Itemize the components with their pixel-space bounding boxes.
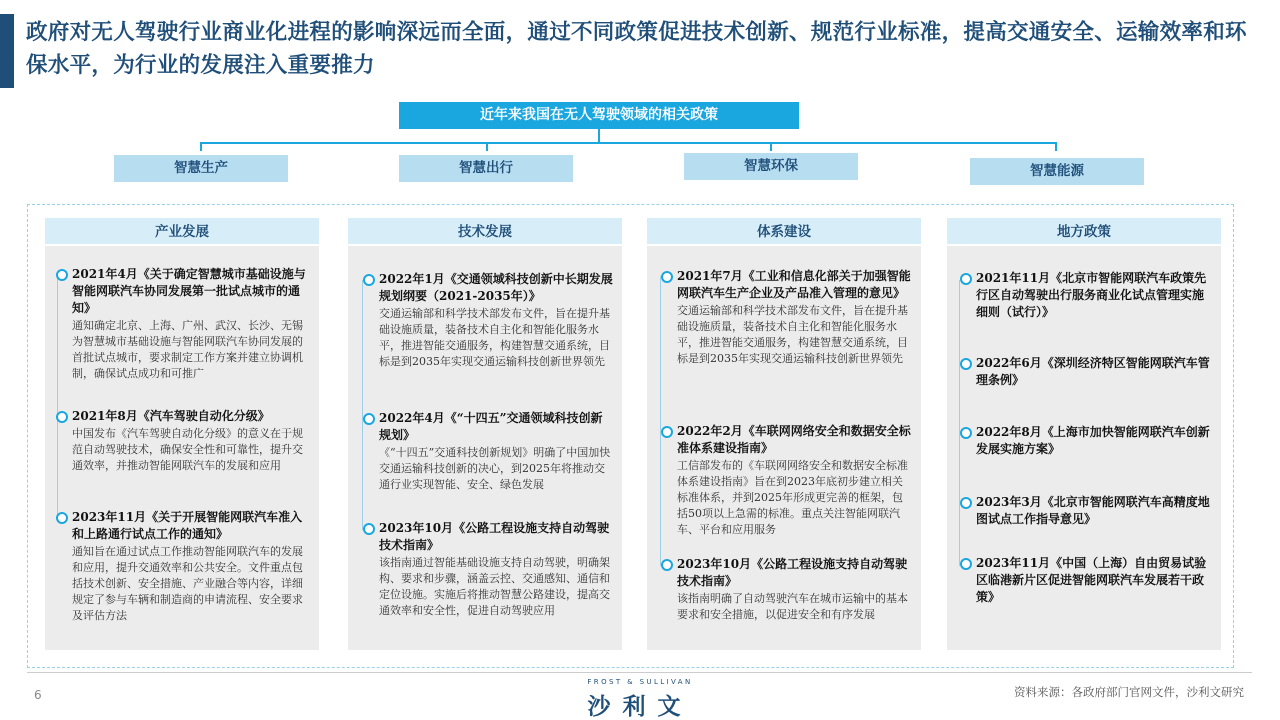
policy-description: 该指南通过智能基础设施支持自动驾驶，明确架构、要求和步骤，涵盖云控、交通感知、通信和定位设施。实施后将推动智慧公路建设，提高交通效率和安全性，促进自动驾驶应用 <box>379 556 610 617</box>
panel-local-policy <box>947 218 1221 650</box>
timeline-dot-icon <box>661 426 673 438</box>
policy-entry <box>72 509 306 624</box>
panel-header: 体系建设 <box>647 218 921 246</box>
policy-entry <box>379 410 613 493</box>
source-note: 资料来源：各政府部门官网文件，沙利文研究 <box>1014 685 1244 699</box>
policy-description: 交通运输部和科学技术部发布文件，旨在提升基础设施质量，装备技术自主化和智能化服务水平，推进智能交通服务，构建智慧交通系统，目标是到2035年实现交通运输科技创新世界领先 <box>379 307 610 368</box>
policy-title: 2023年11月《中国（上海）自由贸易试验区临港新片区促进智能网联汽车发展若干政策》 <box>976 556 1207 604</box>
policy-entry <box>677 423 911 538</box>
timeline-dot-icon <box>960 497 972 509</box>
policy-title: 2022年4月《“十四五”交通领域科技创新规划》 <box>379 411 603 442</box>
connector-drop-1 <box>200 142 202 151</box>
timeline-dot-icon <box>661 271 673 283</box>
policy-entry <box>976 424 1210 458</box>
policy-description: 该指南明确了自动驾驶汽车在城市运输中的基本要求和安全措施，以促进安全和有序发展 <box>677 592 908 621</box>
policy-description: 交通运输部和科学技术部发布文件，旨在提升基础设施质量，装备技术自主化和智能化服务水平，推进智能交通服务，构建智慧交通系统，目标是到2035年实现交通运输科技创新世界领先 <box>677 304 908 365</box>
category-smart-production: 智慧生产 <box>114 155 288 182</box>
policy-title: 2021年7月《工业和信息化部关于加强智能网联汽车生产企业及产品准入管理的意见》 <box>677 269 911 300</box>
timeline-dot-icon <box>960 273 972 285</box>
timeline-dot-icon <box>56 512 68 524</box>
timeline-dot-icon <box>960 358 972 370</box>
policy-title: 2023年3月《北京市智能网联汽车高精度地图试点工作指导意见》 <box>976 495 1210 526</box>
timeline-line <box>362 280 363 530</box>
category-smart-environment: 智慧环保 <box>684 153 858 180</box>
panel-system-building <box>647 218 921 650</box>
timeline-line <box>660 276 661 566</box>
timeline-line <box>959 280 960 566</box>
policy-entry <box>976 355 1210 389</box>
policy-title: 2022年2月《车联网网络安全和数据安全标准体系建设指南》 <box>677 424 911 455</box>
connector-stem <box>598 129 600 143</box>
logo-english: FROST & SULLIVAN <box>587 678 693 686</box>
logo-chinese: 沙利文 <box>587 694 693 720</box>
policy-description: 通知确定北京、上海、广州、武汉、长沙、无锡为智慧城市基础设施与智能网联汽车协同发展的首批试点城市，要求制定工作方案并建立协调机制，确保试点成功和可推广 <box>72 319 303 380</box>
timeline-dot-icon <box>363 274 375 286</box>
panel-technology-development <box>348 218 622 650</box>
policy-entry <box>976 270 1210 321</box>
policy-entry <box>72 408 306 474</box>
policy-entry <box>677 556 911 623</box>
policy-description: 通知旨在通过试点工作推动智能网联汽车的发展和应用，提升交通效率和公共安全。文件重点包括技术创新、安全措施、产业融合等内容，详细规定了参与车辆和制造商的申请流程、安全要求及评估方法 <box>72 545 303 622</box>
footer-divider <box>27 672 1252 673</box>
policy-title: 2021年8月《汽车驾驶自动化分级》 <box>72 409 270 423</box>
category-smart-mobility: 智慧出行 <box>399 155 573 182</box>
panel-header: 地方政策 <box>947 218 1221 246</box>
timeline-dot-icon <box>960 558 972 570</box>
policy-root-box: 近年来我国在无人驾驶领域的相关政策 <box>399 102 799 129</box>
category-smart-energy: 智慧能源 <box>970 158 1144 185</box>
timeline-dot-icon <box>56 269 68 281</box>
timeline-dot-icon <box>661 559 673 571</box>
connector-drop-2 <box>486 142 488 151</box>
connector-horizontal <box>200 142 1057 144</box>
policy-title: 2021年11月《北京市智能网联汽车政策先行区自动驾驶出行服务商业化试点管理实施细则（试行）》 <box>976 271 1207 319</box>
timeline-dot-icon <box>56 411 68 423</box>
panel-industry-development <box>45 218 319 650</box>
policy-description: 《“十四五”交通科技创新规划》明确了中国加快交通运输科技创新的决心，到2025年将推动交通行业实现智能、安全、绿色发展 <box>379 446 611 491</box>
policy-title: 2023年10月《公路工程设施支持自动驾驶技术指南》 <box>677 557 908 588</box>
timeline-line <box>57 276 58 516</box>
policy-entry <box>379 520 613 619</box>
policy-title: 2023年10月《公路工程设施支持自动驾驶技术指南》 <box>379 521 610 552</box>
title-accent-bar <box>0 14 14 88</box>
policy-title: 2021年4月《关于确定智慧城市基础设施与智能网联汽车协同发展第一批试点城市的通知》 <box>72 267 306 315</box>
policy-title: 2022年1月《交通领域科技创新中长期发展规划纲要（2021-2035年）》 <box>379 272 613 303</box>
page-title: 政府对无人驾驶行业商业化进程的影响深远而全面，通过不同政策促进技术创新、规范行业标准，提高交通安全、运输效率和环保水平，为行业的发展注入重要推力 <box>26 20 1247 78</box>
timeline-dot-icon <box>363 413 375 425</box>
page-number: 6 <box>34 688 42 702</box>
policy-description: 中国发布《汽车驾驶自动化分级》的意义在于规范自动驾驶技术，确保安全性和可靠性，提升交通效率，并推动智能网联汽车的发展和应用 <box>72 427 303 472</box>
policy-entry <box>379 271 613 370</box>
policy-title: 2023年11月《关于开展智能网联汽车准入和上路通行试点工作的通知》 <box>72 510 303 541</box>
policy-title: 2022年8月《上海市加快智能网联汽车创新发展实施方案》 <box>976 425 1210 456</box>
policy-entry <box>677 268 911 367</box>
connector-drop-4 <box>1055 142 1057 151</box>
panel-header: 产业发展 <box>45 218 319 246</box>
timeline-dot-icon <box>363 523 375 535</box>
policy-entry <box>72 266 306 382</box>
connector-drop-3 <box>770 142 772 151</box>
policy-entry <box>976 555 1210 606</box>
policy-title: 2022年6月《深圳经济特区智能网联汽车管理条例》 <box>976 356 1210 387</box>
policy-description: 工信部发布的《车联网网络安全和数据安全标准体系建设指南》旨在到2023年底初步建立相关标准体系，并到2025年形成更完善的框架，包括50项以上急需的标准。重点关注智能网联汽车、平台和应用服务 <box>677 459 908 536</box>
panel-header: 技术发展 <box>348 218 622 246</box>
policy-entry <box>976 494 1210 528</box>
timeline-dot-icon <box>960 427 972 439</box>
